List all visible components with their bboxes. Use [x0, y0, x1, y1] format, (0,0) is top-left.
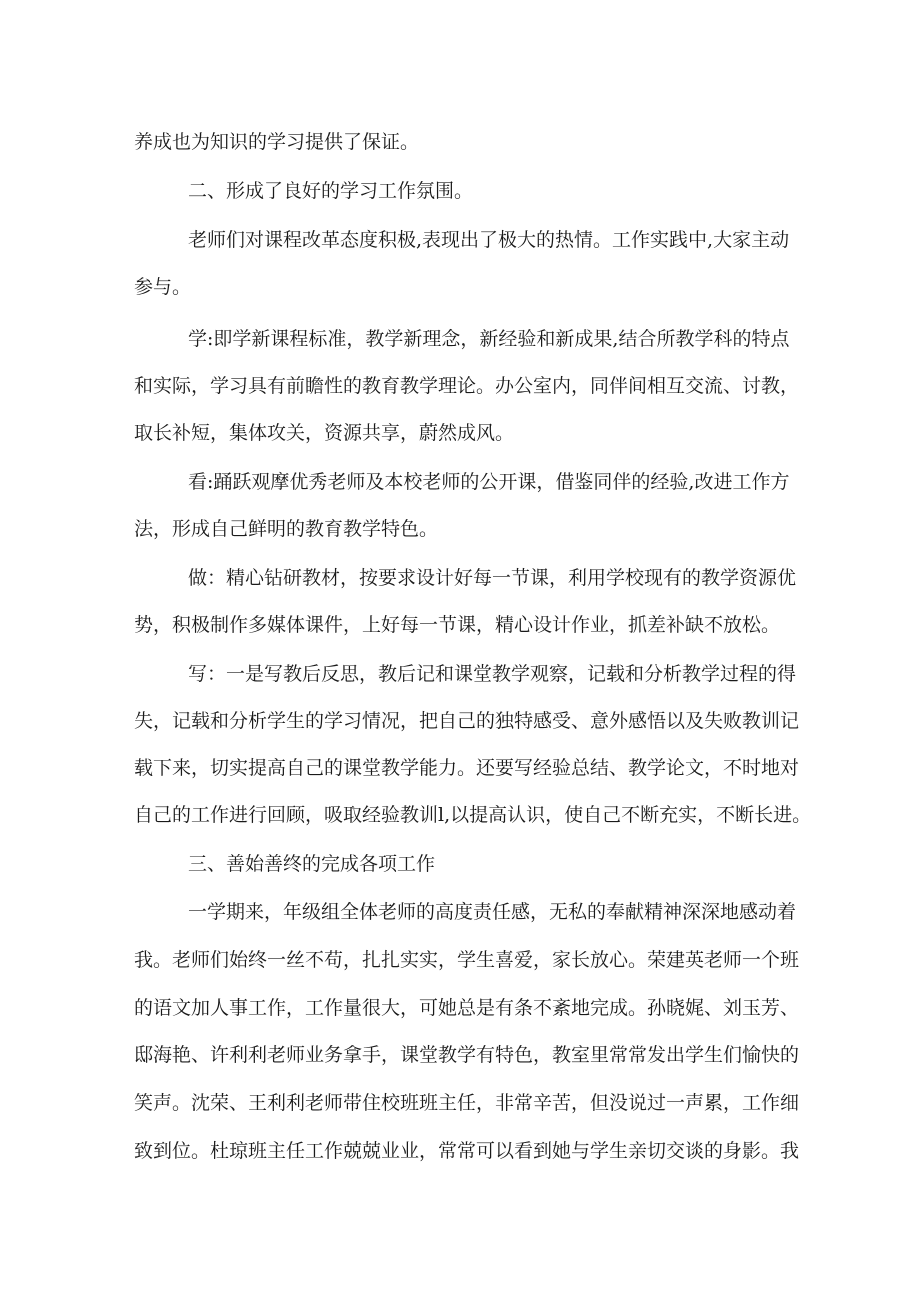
- text-line: 一学期来，年级组全体老师的高度责任感，无私的奉献精神深深地感动着: [188, 901, 797, 923]
- text-line: 自己的工作进行回顾，吸取经验教训l,以提高认识，使自己不断充实，不断长进。: [134, 804, 812, 826]
- text-line: 参与。: [134, 276, 192, 298]
- section-heading: 三、善始善终的完成各项工作: [188, 853, 436, 875]
- text-line: 做：精心钻研教材，按要求设计好每一节课，利用学校现有的教学资源优: [188, 567, 797, 589]
- text-line: 养成也为知识的学习提供了保证。: [134, 131, 420, 153]
- text-line: 老师们对课程改革态度积极,表现出了极大的热情。工作实践中,大家主动: [188, 229, 790, 251]
- text-line: 的语文加人事工作，工作量很大，可她总是有条不紊地完成。孙晓娓、刘玉芳、: [134, 997, 800, 1019]
- text-line: 学:即学新课程标准，教学新理念，新经验和新成果,结合所教学科的特点: [188, 328, 790, 350]
- text-line: 取长补短，集体攻关，资源共享，蔚然成风。: [134, 422, 515, 444]
- text-line: 势，积极制作多媒体课件，上好每一节课，精心设计作业，抓差补缺不放松。: [134, 614, 781, 636]
- text-line: 和实际，学习具有前瞻性的教育教学理论。办公室内，同伴间相互交流、讨教，: [134, 375, 800, 397]
- text-line: 我。老师们始终一丝不苟，扎扎实实，学生喜爱，家长放心。荣建英老师一个班: [134, 949, 800, 971]
- text-line: 邸海艳、许利利老师业务拿手，课堂教学有特色，教室里常常发出学生们愉快的: [134, 1044, 800, 1066]
- text-line: 写：一是写教后反思，教后记和课堂教学观察，记载和分析教学过程的得: [188, 663, 797, 685]
- text-line: 笑声。沈荣、王利利老师带住校班班主任，非常辛苦，但没说过一声累，工作细: [134, 1092, 800, 1114]
- text-line: 失，记载和分析学生的学习情况，把自己的独特感受、意外感悟以及失败教训记: [134, 710, 800, 732]
- text-line: 载下来，切实提高自己的课堂教学能力。还要写经验总结、教学论文，不时地对: [134, 757, 800, 779]
- text-line: 看:踊跃观摩优秀老师及本校老师的公开课，借鉴同伴的经验,改进工作方: [188, 471, 790, 493]
- text-line: 法，形成自己鲜明的教育教学特色。: [134, 518, 439, 540]
- text-line: 致到位。杜琼班主任工作兢兢业业，常常可以看到她与学生亲切交谈的身影。我: [134, 1140, 800, 1162]
- section-heading: 二、形成了良好的学习工作氛围。: [188, 180, 474, 202]
